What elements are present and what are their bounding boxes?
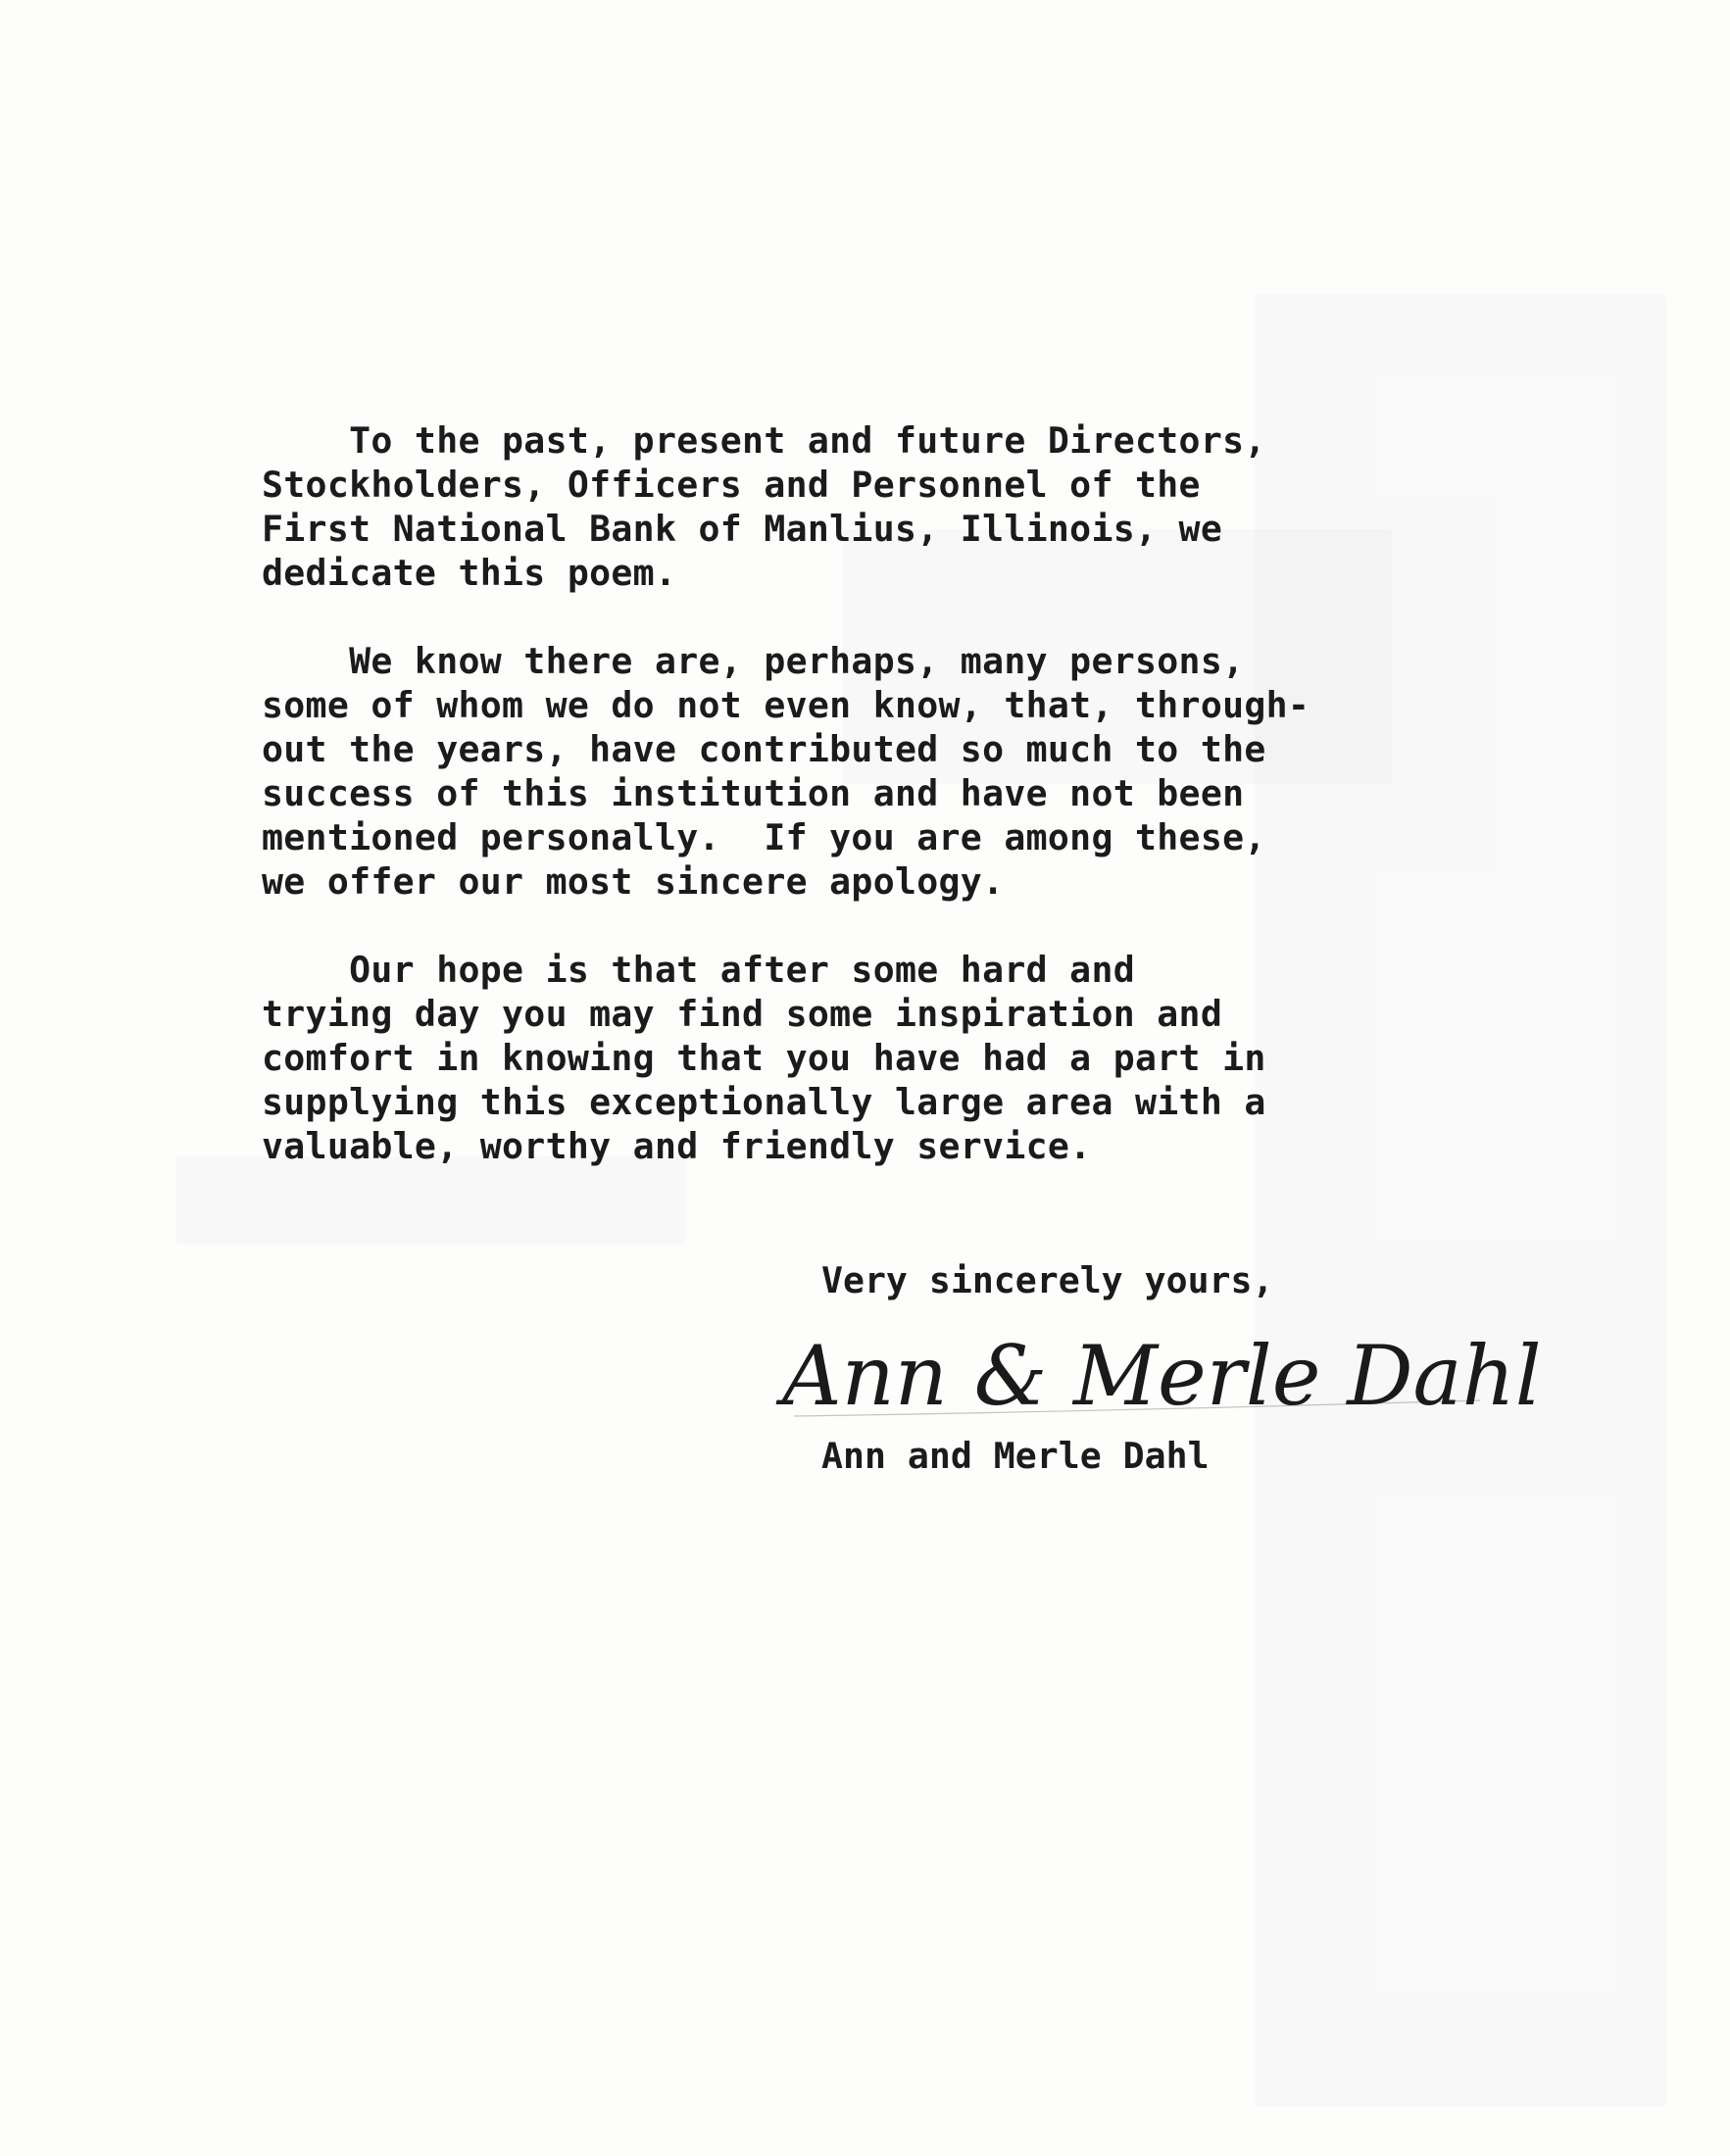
text-line: We know there are, perhaps, many persons, xyxy=(262,640,1245,682)
text-line: we offer our most sincere apology. xyxy=(262,860,1005,903)
closing-salutation: Very sincerely yours, xyxy=(821,1259,1274,1301)
text-line: Stockholders, Officers and Personnel of the xyxy=(262,464,1201,506)
hope-paragraph xyxy=(262,948,1565,1168)
letter-body xyxy=(262,418,1565,1212)
text-line: success of this institution and have not been xyxy=(262,772,1245,814)
text-line: dedicate this poem. xyxy=(262,552,677,594)
handwritten-signature xyxy=(774,1318,1539,1426)
signer-name: Ann and Merle Dahl xyxy=(821,1435,1210,1477)
text-line: some of whom we do not even know, that, through- xyxy=(262,684,1310,726)
text-line: mentioned personally. If you are among these, xyxy=(262,816,1266,858)
text-line: valuable, worthy and friendly service. xyxy=(262,1125,1092,1167)
apology-paragraph xyxy=(262,639,1565,904)
text-line: Our hope is that after some hard and xyxy=(262,949,1135,991)
text-line: First National Bank of Manlius, Illinois, we xyxy=(262,508,1223,550)
text-line: To the past, present and future Directors, xyxy=(262,419,1266,462)
text-line: out the years, have contributed so much to the xyxy=(262,728,1266,770)
text-line: supplying this exceptionally large area with a xyxy=(262,1081,1266,1123)
text-line: trying day you may find some inspiration and xyxy=(262,993,1223,1035)
text-line: comfort in knowing that you have had a part in xyxy=(262,1037,1266,1079)
dedication-paragraph xyxy=(262,418,1565,595)
signature-text: Ann & Merle Dahl. xyxy=(782,1328,1539,1424)
